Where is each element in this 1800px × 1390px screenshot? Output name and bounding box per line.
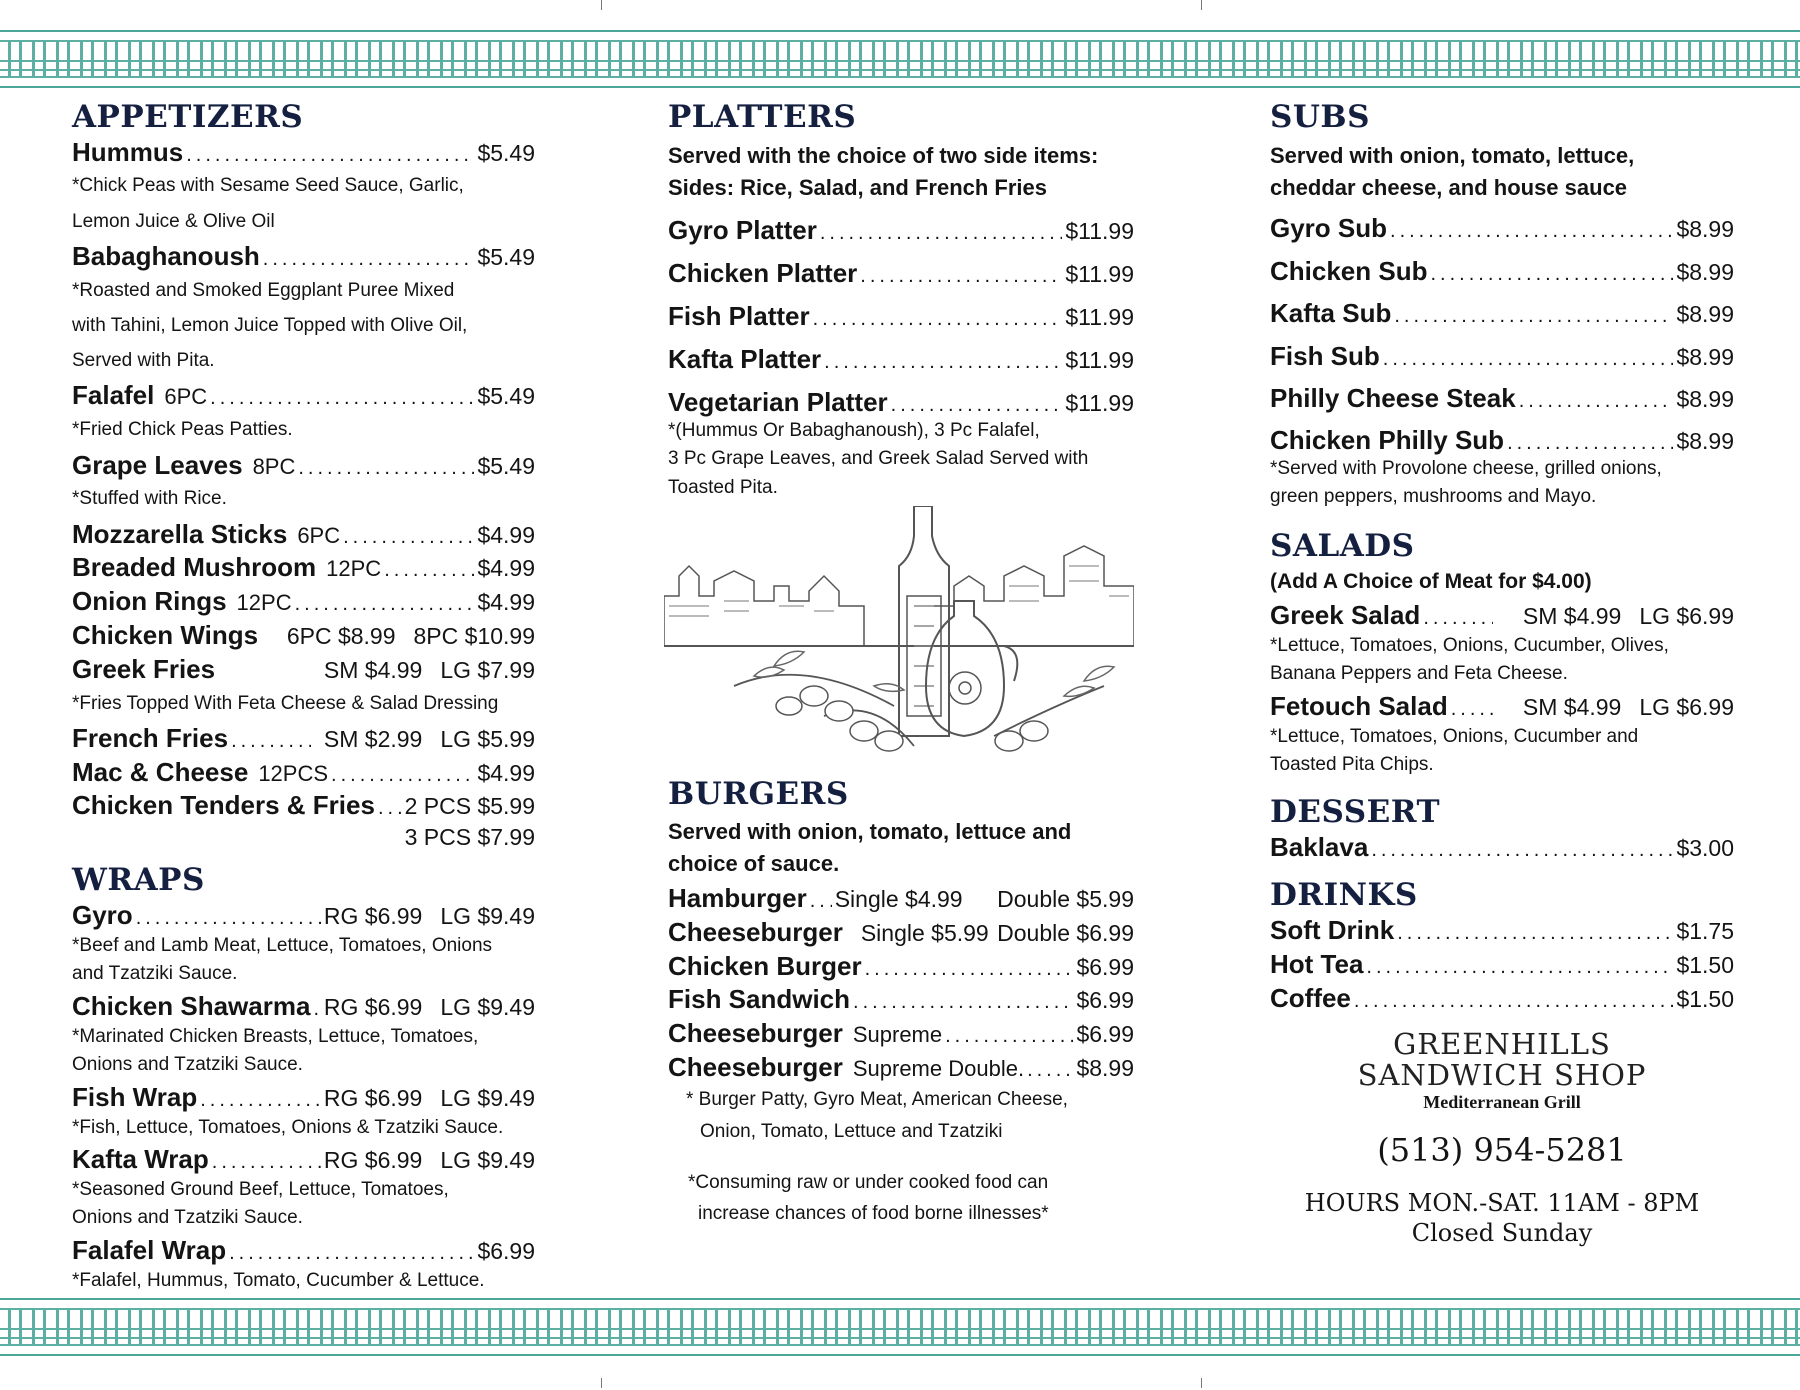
menu-item-grape-leaves: Grape Leaves 8PC ..... $5.49 — [72, 449, 535, 483]
menu-item-fish-platter: Fish Platter ..... $11.99 — [668, 295, 1134, 338]
wraps-heading: WRAPS — [72, 862, 205, 899]
menu-item-hummus: Hummus ..... $5.49 — [72, 136, 535, 170]
item-description: *Seasoned Ground Beef, Lettuce, Tomatoes, — [72, 1178, 449, 1200]
tenders-price-alt: 3 PCS $7.99 — [404, 824, 535, 851]
item-description: Toasted Pita Chips. — [1270, 754, 1434, 776]
menu-item-mozzarella-sticks: Mozzarella Sticks 6PC ..... $4.99 — [72, 518, 535, 552]
menu-item-gyro-wrap: Gyro ..... RG $6.99 LG $9.49 — [72, 899, 535, 933]
item-description: *Fries Topped With Feta Cheese & Salad Dressing — [72, 692, 499, 714]
menu-item-hot-tea: Hot Tea ..... $1.50 — [1270, 948, 1734, 982]
item-description: *Lettuce, Tomatoes, Onions, Cucumber, Olives, — [1270, 634, 1669, 656]
restaurant-name: GREENHILLS — [1393, 1027, 1611, 1062]
right-panel — [1270, 100, 1734, 1247]
menu-item-kafta-platter: Kafta Platter ..... $11.99 — [668, 338, 1134, 381]
menu-item-kafta-wrap: Kafta Wrap ..... RG $6.99 LG $9.49 — [72, 1143, 535, 1177]
opening-hours: HOURS MON.-SAT. 11AM - 8PM — [1304, 1189, 1700, 1218]
item-description: * Burger Patty, Gyro Meat, American Cheese, — [686, 1088, 1068, 1110]
menu-item-philly-cheese-steak: Philly Cheese Steak ..... $8.99 — [1270, 377, 1734, 419]
subs-heading: SUBS — [1270, 99, 1371, 135]
menu-item-soft-drink: Soft Drink ..... $1.75 — [1270, 914, 1734, 948]
menu-item-chicken-philly-sub: Chicken Philly Sub ..... $8.99 — [1270, 419, 1734, 461]
menu-item-fish-sub: Fish Sub ..... $8.99 — [1270, 335, 1734, 377]
menu-item-fish-sandwich: Fish Sandwich ..... $6.99 — [668, 983, 1134, 1017]
menu-item-chicken-wings: Chicken Wings 6PC $8.99 8PC $10.99 — [72, 619, 535, 650]
dessert-heading: DESSERT — [1270, 793, 1441, 830]
menu-item-falafel: Falafel 6PC ..... $5.49 — [72, 379, 535, 413]
burgers-intro: Served with onion, tomato, lettuce and — [668, 819, 1072, 845]
menu-item-coffee: Coffee ..... $1.50 — [1270, 982, 1734, 1016]
menu-item-cheeseburger: Cheeseburger Single $5.99 Double $6.99 — [668, 916, 1134, 947]
restaurant-tagline: Mediterranean Grill — [1423, 1092, 1581, 1113]
subs-intro: Served with onion, tomato, lettuce, — [1270, 142, 1635, 168]
restaurant-branding — [1270, 1029, 1734, 1247]
menu-item-onion-rings: Onion Rings 12PC ..... $4.99 — [72, 585, 535, 619]
subs-intro: cheddar cheese, and house sauce — [1270, 174, 1628, 200]
menu-item-chicken-tenders: Chicken Tenders & Fries ..... 2 PCS $5.99 — [72, 789, 535, 823]
drinks-heading: DRINKS — [1270, 877, 1418, 914]
food-warning: *Consuming raw or under cooked food can — [688, 1171, 1049, 1193]
item-description: Lemon Juice & Olive Oil — [72, 210, 275, 232]
menu-item-hamburger: Hamburger ..... Single $4.99 Double $5.99 — [668, 882, 1134, 916]
menu-item-greek-fries: Greek Fries SM $4.99 LG $7.99 — [72, 653, 535, 684]
burgers-intro: choice of sauce. — [668, 851, 840, 877]
menu-item-mac-cheese: Mac & Cheese 12PCS ..... $4.99 — [72, 756, 535, 790]
item-description: with Tahini, Lemon Juice Topped with Olive Oil, — [72, 314, 468, 336]
platters-intro: Served with the choice of two side items: — [668, 142, 1099, 168]
restaurant-name-line2: SANDWICH SHOP — [1357, 1057, 1647, 1092]
item-description: Toasted Pita. — [668, 477, 778, 499]
left-panel — [72, 100, 535, 1296]
menu-item-falafel-wrap: Falafel Wrap ..... $6.99 — [72, 1234, 535, 1268]
item-description: Onion, Tomato, Lettuce and Tzatziki — [700, 1121, 1003, 1143]
menu-item-greek-salad: Greek Salad ..... SM $4.99 LG $6.99 — [1270, 599, 1734, 633]
item-description: green peppers, mushrooms and Mayo. — [1270, 486, 1597, 508]
middle-panel — [668, 100, 1134, 1231]
fold-mark — [601, 0, 602, 10]
burgers-heading: BURGERS — [668, 775, 849, 812]
menu-item-baklava: Baklava ..... $3.00 — [1270, 831, 1734, 865]
item-description: Banana Peppers and Feta Cheese. — [1270, 663, 1568, 685]
menu-item-chicken-shawarma: Chicken Shawarma ..... RG $6.99 LG $9.49 — [72, 990, 535, 1024]
item-description: Onions and Tzatziki Sauce. — [72, 1207, 303, 1229]
item-description: *Lettuce, Tomatoes, Onions, Cucumber and — [1270, 725, 1639, 747]
item-description: *Fried Chick Peas Patties. — [72, 419, 293, 441]
appetizers-heading: APPETIZERS — [72, 99, 304, 135]
item-description: *Fish, Lettuce, Tomatoes, Onions & Tzatziki Sauce. — [72, 1116, 504, 1138]
item-description: *Marinated Chicken Breasts, Lettuce, Tomatoes, — [72, 1025, 479, 1047]
menu-item-gyro-platter: Gyro Platter ..... $11.99 — [668, 209, 1134, 252]
menu-item-chicken-sub: Chicken Sub ..... $8.99 — [1270, 250, 1734, 292]
olive-oil-illustration — [664, 506, 1134, 771]
menu-item-fish-wrap: Fish Wrap ..... RG $6.99 LG $9.49 — [72, 1081, 535, 1115]
fold-mark — [1201, 1378, 1202, 1388]
item-description: *Beef and Lamb Meat, Lettuce, Tomatoes, Onions — [72, 934, 493, 956]
item-description: Onions and Tzatziki Sauce. — [72, 1054, 303, 1076]
menu-item-breaded-mushroom: Breaded Mushroom 12PC ..... $4.99 — [72, 551, 535, 585]
item-description: 3 Pc Grape Leaves, and Greek Salad Served with — [668, 448, 1089, 470]
item-description: *Falafel, Hummus, Tomato, Cucumber & Lettuce. — [72, 1269, 485, 1291]
salads-intro: (Add A Choice of Meat for $4.00) — [1270, 569, 1592, 593]
menu-item-kafta-sub: Kafta Sub ..... $8.99 — [1270, 292, 1734, 334]
item-description: *Served with Provolone cheese, grilled onions, — [1270, 457, 1662, 479]
fold-mark — [1201, 0, 1202, 10]
menu-item-cheeseburger-supreme-double: Cheeseburger Supreme Double. ..... $8.99 — [668, 1051, 1134, 1085]
phone-number: (513) 954-5281 — [1377, 1131, 1627, 1170]
fold-mark — [601, 1378, 602, 1388]
menu-item-babaghanoush: Babaghanoush ..... $5.49 — [72, 240, 535, 274]
menu-item-french-fries: French Fries ..... SM $2.99 LG $5.99 — [72, 722, 535, 756]
menu-item-vegetarian-platter: Vegetarian Platter ..... $11.99 — [668, 381, 1134, 424]
menu-item-chicken-platter: Chicken Platter ..... $11.99 — [668, 252, 1134, 295]
menu-item-chicken-burger: Chicken Burger ..... $6.99 — [668, 950, 1134, 984]
bottom-greek-key-border — [0, 1298, 1800, 1356]
item-description: and Tzatziki Sauce. — [72, 963, 238, 985]
item-description: *(Hummus Or Babaghanoush), 3 Pc Falafel, — [668, 419, 1040, 441]
platters-intro: Sides: Rice, Salad, and French Fries — [668, 174, 1048, 200]
item-description: *Roasted and Smoked Eggplant Puree Mixed — [72, 279, 455, 301]
salads-heading: SALADS — [1270, 527, 1415, 564]
item-description: *Chick Peas with Sesame Seed Sauce, Garlic, — [72, 175, 464, 197]
top-greek-key-border — [0, 30, 1800, 88]
food-warning: increase chances of food borne illnesses* — [698, 1203, 1049, 1225]
platters-heading: PLATTERS — [668, 99, 857, 135]
item-description: *Stuffed with Rice. — [72, 488, 227, 510]
closed-day: Closed Sunday — [1411, 1219, 1593, 1248]
menu-item-cheeseburger-supreme: Cheeseburger Supreme ..... $6.99 — [668, 1017, 1134, 1051]
menu-item-fetouch-salad: Fetouch Salad ..... SM $4.99 LG $6.99 — [1270, 690, 1734, 724]
menu-item-gyro-sub: Gyro Sub ..... $8.99 — [1270, 207, 1734, 249]
item-description: Served with Pita. — [72, 350, 215, 372]
